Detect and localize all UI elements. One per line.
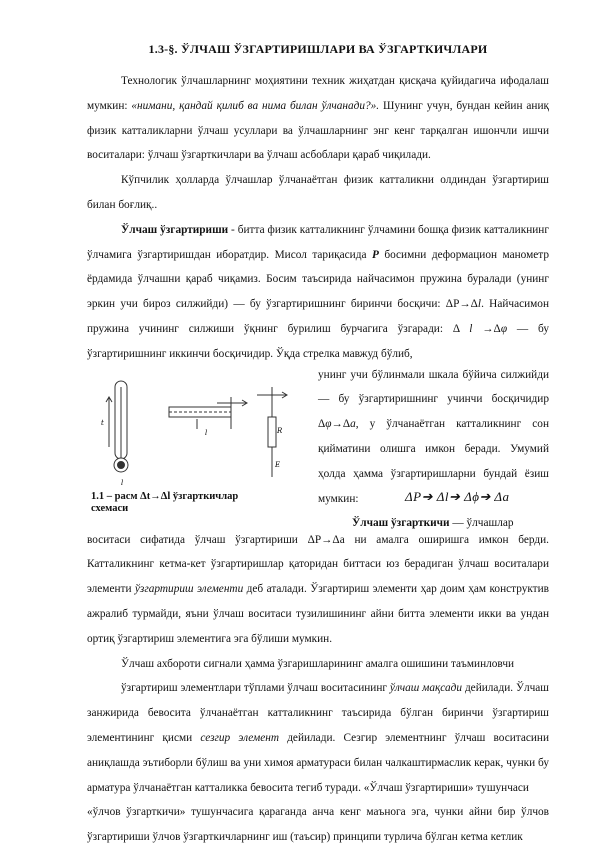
paragraph-1 (87, 69, 549, 168)
caption-line-2: схемаси (91, 502, 129, 514)
fig-after-paragraph (318, 511, 549, 536)
figure-block (87, 367, 549, 532)
p3-text-5: — бу ўзгартиришнинг иккинчи босқичидир. Ўқда стрелка мавжуд бўлиб, (87, 322, 549, 360)
paragraph-2: Кўпчилик ҳолларда ўлчашлар ўлчанаётган физик катталикни олдиндан ўзгартириш билан боғлиқ.. (87, 174, 549, 211)
p4-text-2: деб аталади. Ўзгартириш элементи ҳар доим ҳам конструктив ажралиб турмайди, яъни ўлчаш воситаси тузилишининг айни битта элементи икки ва ундан ортиқ ўзгартириш элементига эга бўлиши мумкин. (87, 583, 550, 645)
paragraph-6 (87, 676, 549, 800)
caption-line-1: 1.1 – расм Δt→Δl ўзгарткичлар (91, 490, 239, 502)
p6-text-1: ўзгартириш элементлари тўплами ўлчаш воситасининг (121, 682, 390, 695)
p6-text-2: дейилади. Ўлчаш занжирида бевосита ўлчанаётган катталикнинг таъсирида бўлган биринчи ўзгартириш элементининг қисми (87, 682, 549, 744)
term-measurement-conversion: Ўлчаш ўзгартириши (121, 223, 229, 236)
p3-text-2: босимни деформацион манометр ёрдамида ўлчашни қараб чиқамиз. Босим таъсирида найчасимон пружина буралади (унинг эркин учи бироз силжийди) — бу ўзгартиришнинг биринчи босқичи: ΔР→Δ (87, 248, 549, 311)
p3-text-3: . Найчасимон пружина учининг силжиши ўқнинг бурилиш бурчагига ўзгаради: Δ (87, 298, 549, 335)
fig-text-1: унинг учи бўлинмали шкала бўйича силжийди — бу ўзгартиришнинг учинчи босқичидир Δ (318, 368, 549, 431)
p3-symbol-phi: φ (500, 322, 508, 335)
fig-label-l2: l (205, 428, 208, 437)
p1-text: Технологик ўлчашларнинг моҳиятини техник жиҳатдан қисқача қуйидагича ифодалаш мумкин: (87, 75, 549, 112)
fig-symbol-phi: φ (325, 418, 332, 431)
fig-label-l1: l (121, 478, 124, 487)
figure-caption (91, 491, 306, 515)
term-sensitive-element: сезгир элемент (200, 731, 280, 744)
term-measurement-transducer: Ўлчаш ўзгарткичи (352, 516, 450, 529)
paragraph-4 (87, 528, 549, 652)
p3-text-1: - битта физик катталикнинг ўлчамини бошқа физик катталикнинг ўлчамига ўзгартиришдан иборатдир. Мисол тариқасида (87, 223, 549, 261)
p6-text-3: дейилади. Сезгир элементнинг ўлчаш воситасини аниқлашда эътиборли бўлиш ва уни химоя арматураси билан чалкаштирмаслик керак, чунки бу арматура ўлчанаётган катталикка бевосита тегиб туради. «Ўлчаш ўзгартириши» тушунчаси (87, 731, 549, 794)
figure-transducer-schemes (87, 367, 312, 487)
term-conversion-element: ўзгартириш элементи (134, 583, 244, 596)
paragraph-5: Ўлчаш ахбороти сигнали ҳамма ўзгаришларининг амалга ошишини таъминловчи (121, 657, 515, 670)
fig-label-t: t (101, 418, 104, 427)
p3-symbol-l: l (477, 298, 482, 311)
document-page (87, 42, 549, 850)
paragraph-3 (87, 218, 549, 367)
fig-text-2: →Δ (331, 418, 351, 431)
p3-symbol-P: Р (371, 248, 379, 261)
p3-symbol-l2: l (469, 322, 473, 335)
p1-quote: «нимани, қандай қилиб ва нима билан ўлчанади?». (131, 99, 380, 112)
section-title: 1.3-§. ЎЛЧАШ ЎЗГАРТИРИШЛАРИ ВА ЎЗГАРТКИЧЛАРИ (148, 42, 488, 56)
fig-after-rest: — ўлчашлар (449, 516, 514, 529)
p1-text-end: Шунинг учун, бундан кейин аниқ физик катталикларни ўлчаш усуллари ва ўлчашларнинг энг кенг тарқалган ишончли ишчи воситалари: ўлчаш ўзгарткичлари ва ўлчаш асбоблари қараб чиқилади. (87, 99, 549, 162)
formula: ΔP➔ Δl➔ Δϕ➔ Δa (405, 488, 510, 504)
p3-text-4: →Δ (472, 322, 501, 335)
fig-symbol-a: а (350, 418, 356, 431)
fig-label-E: E (275, 460, 281, 469)
fig-text-3: , у ўлчанаётган катталикнинг сон қийматини олишга имкон беради. Умумий ҳолда ҳамма ўзгартиришларни бундай ёзиш мумкин: (318, 418, 549, 505)
fig-label-R: R (277, 426, 283, 435)
p4-text-1: воситаси сифатида ўлчаш ўзгартириши ΔР→Δа ни амалга оширишга имкон берди. Катталикнинг кетма-кет ўзгартиришлар қаторидан биттаси юз берадиган ўлчаш воситалари элементи (87, 533, 549, 596)
fig-after-text (318, 511, 549, 536)
paragraph-7: «ўлчов ўзгарткичи» тушунчасига қараганда анча кенг маънога эга, чунки айни бир ўлчов ўзгартириши ўлчов ўзгарткичларнинг иш (таъсир) принципи турлича бўлган кетма кетлик (87, 806, 549, 844)
term-measurement-purpose: ўлчаш мақсади (389, 682, 463, 695)
